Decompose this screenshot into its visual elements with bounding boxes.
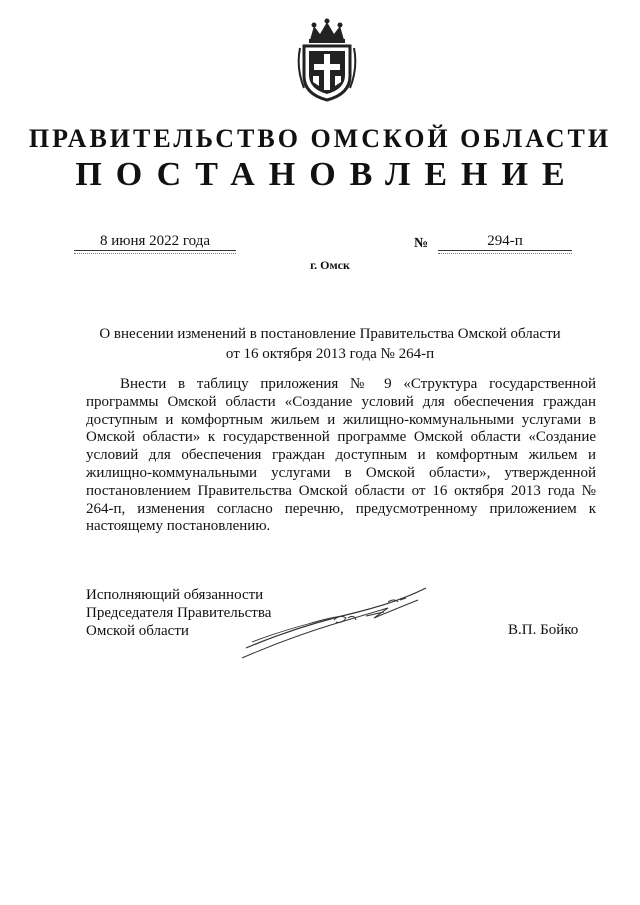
document-number: 294-п (438, 232, 572, 251)
document-body: Внести в таблицу приложения № 9 «Структура государственной программы Омской области «Создание условий для обеспечения граждан доступным и комфортным жильем и жилищно-коммунальными услугами в Омской области» к государственной программе Омской области «Создание условий для обеспечения граждан доступным и комфортным жильем и жилищно-коммунальными услугами в Омской области», утвержденной постановлением Правительства Омской области от 16 октября 2013 года № 264-п, изменения согласно перечню, предусмотренному приложением к настоящему постановлению. (86, 376, 596, 535)
handwritten-signature (238, 578, 438, 664)
coat-of-arms-icon (296, 18, 358, 102)
organization-title: ПРАВИТЕЛЬСТВО ОМСКОЙ ОБЛАСТИ (28, 124, 612, 153)
document-date: 8 июня 2022 года (74, 232, 236, 251)
document-subject (80, 324, 580, 364)
document-type-title: ПОСТАНОВЛЕНИЕ (75, 156, 579, 193)
signer-line-2: Председателя Правительства (86, 605, 272, 621)
signer-line-1: Исполняющий обязанности (86, 587, 264, 603)
subject-line-2: от 16 октября 2013 года № 264-п (225, 346, 435, 362)
subject-line-1: О внесении изменений в постановление Правительства Омской области (99, 326, 561, 342)
signer-line-3: Омской области (86, 623, 189, 639)
signer-name: В.П. Бойко (508, 622, 579, 638)
document-city: г. Омск (310, 258, 350, 272)
number-sign: № (414, 236, 429, 251)
